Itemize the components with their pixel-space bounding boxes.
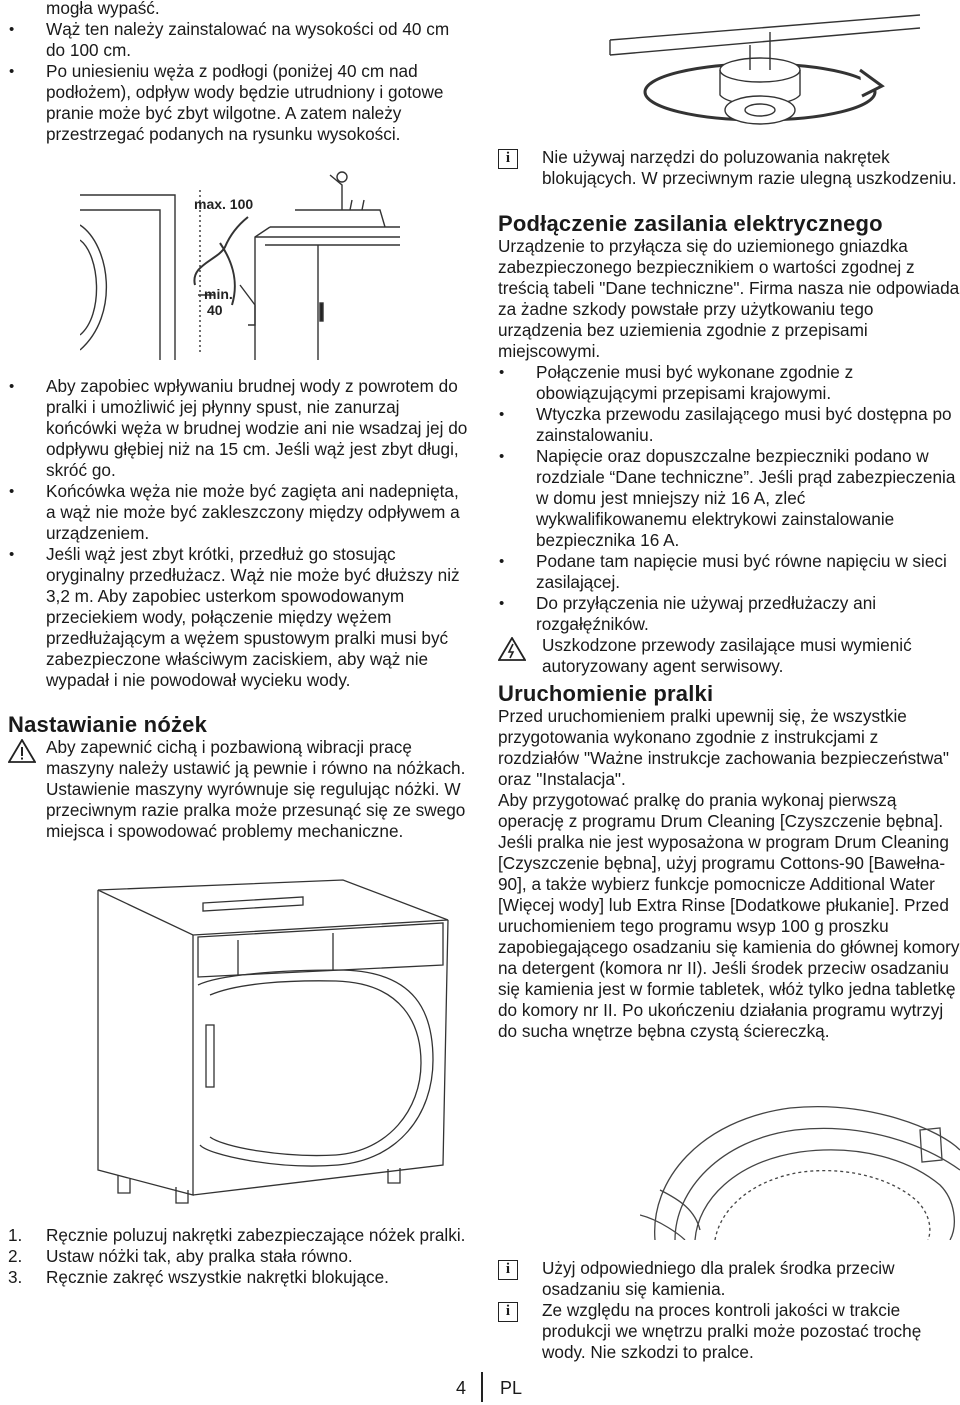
language-code: PL <box>500 1378 523 1398</box>
paragraph: Aby przygotować pralkę do prania wykonaj pierwszą operację z programu Drum Cleaning [Czyszczenie bębna]. Jeśli pralka nie jest wyposażona w program Drum Cleaning [Czyszczenie bębna], użyj programu Cottons-90 [Bawełna-90], a także wybierz funkcje pomocnicze Additional Water [Więcej wody] lub Extra Rinse [Dodatkowe płukanie]. Przed uruchomieniem tego programu wsyp 100 g proszku zapobiegającego osadzaniu się kamienia do głównej komory na detergent (komora nr II). Jeśli środek przeciw osadzaniu się kamienia jest w formie tabletek, włóż tylko jedna tabletkę do komory nr II. Po ukończeniu działania programu wytrzyj do sucha wnętrze bębna czystą ściereczką. <box>498 790 960 1041</box>
washing-machine-illustration <box>88 875 453 1205</box>
list-item: • Podane tam napięcie musi być równe napięciu w sieci zasilającej. <box>498 551 960 593</box>
section-heading: Nastawianie nóżek <box>8 712 208 737</box>
footer-divider <box>481 1372 483 1402</box>
list-item: • Jeśli wąż jest zbyt krótki, przedłuż go stosując oryginalny przedłużacz. Wąż nie może być dłuższy niż 3,2 m. Aby zapobiec usterkom spowodowanym przeciekiem wody, połączenie między wężem przedłużającym a wężem spustowym pralki musi być zabezpieczone właściwym zaciskiem, aby wąż nie wypadał i nie powodował wycieku wody. <box>8 544 470 691</box>
page-number: 4 <box>456 1378 467 1398</box>
bottom-right-notes <box>498 1258 960 1363</box>
info-icon: i <box>498 1260 518 1280</box>
feet-section <box>8 712 470 842</box>
paragraph: Przed uruchomieniem pralki upewnij się, że wszystkie przygotowania wykonano zgodnie z instrukcjami z rozdziałów "Ważne instrukcje zachowania bezpieczeństwa" oraz "Instalacja". <box>498 706 950 789</box>
foot-nut-illustration <box>600 0 930 145</box>
steps-list <box>8 1225 470 1288</box>
electric-warning-note <box>498 635 960 677</box>
info-text: Użyj odpowiedniego dla pralek środka przeciw osadzaniu się kamienia. <box>542 1258 895 1299</box>
list-item: • Aby zapobiec wpływaniu brudnej wody z powrotem do pralki i umożliwić jej płynny spust, nie zanurzaj końcówki węża w brudnej wodzie ani nie wsadzaj jej do odpływu głębiej niż na 15 cm. Jeśli wąż jest zbyt długi, skróć go. <box>8 376 470 481</box>
start-section <box>498 681 960 1042</box>
step-item: 3. Ręcznie zakręć wszystkie nakrętki blokujące. <box>8 1267 389 1287</box>
info-note <box>498 1258 960 1300</box>
list-item: • Połączenie musi być wykonane zgodnie z obowiązującymi przepisami krajowymi. <box>498 362 960 404</box>
max-label: max. 100 <box>194 196 254 212</box>
warning-text: Uszkodzone przewody zasilające musi wymienić autoryzowany agent serwisowy. <box>542 635 912 676</box>
list-item: • Do przyłączenia nie używaj przedłużaczy ani rozgałęźników. <box>498 593 960 635</box>
list-item: • Końcówka węża nie może być zagięta ani nadepnięta, a wąż nie może być zakleszczony między odpływem a urządzeniem. <box>8 481 470 544</box>
info-text: Nie używaj narzędzi do poluzowania nakrętek blokujących. W przeciwnym razie ulegną uszkodzeniu. <box>542 147 957 188</box>
info-text: Ze względu na proces kontroli jakości w trakcie produkcji we wnętrzu pralki może pozostać trochę wody. Nie szkodzi to pralce. <box>542 1300 922 1362</box>
min-label: min. <box>204 286 233 302</box>
right-top-note <box>498 147 960 189</box>
hose-height-illustration <box>80 165 400 360</box>
step-item: 1. Ręcznie poluzuj nakrętki zabezpieczające nóżek pralki. <box>8 1225 466 1245</box>
warning-note <box>8 737 470 842</box>
list-item: • Wtyczka przewodu zasilającego musi być dostępna po zainstalowaniu. <box>498 404 960 446</box>
left-mid-text <box>8 376 470 691</box>
info-icon: i <box>498 149 518 169</box>
info-note <box>498 1300 960 1363</box>
list-item: • Wąż ten należy zainstalować na wysokości od 40 cm do 100 cm. <box>8 19 470 61</box>
warning-icon <box>8 739 36 768</box>
electric-hazard-icon <box>498 637 526 666</box>
warning-text: Aby zapewnić cichą i pozbawioną wibracji pracę maszyny należy ustawić ją pewnie i równo na nóżkach. Ustawienie maszyny wyrównuje się regulując nóżki. W przeciwnym razie pralka może przesunąć się ze swego miejsca i spowodować problemy mechaniczne. <box>46 737 466 841</box>
section-heading: Uruchomienie pralki <box>498 681 714 706</box>
min-value: 40 <box>207 302 223 318</box>
continued-line: mogła wypaść. <box>46 0 160 18</box>
list-item: • Napięcie oraz dopuszczalne bezpieczniki podano w rozdziale “Dane techniczne”. Jeśli prąd zabezpieczenia w domu jest mniejszy niż 16 A, zleć wykwalifikowanemu elektrykowi zainstalowanie bezpiecznika 16 A. <box>498 446 960 551</box>
info-icon: i <box>498 1302 518 1322</box>
step-item: 2. Ustaw nóżki tak, aby pralka stała równo. <box>8 1246 353 1266</box>
electric-section <box>498 211 960 677</box>
paragraph: Urządzenie to przyłącza się do uziemionego gniazdka zabezpieczonego bezpiecznikiem o wartości zgodnej z treścią tabeli "Dane techniczne". Firma nasza nie odpowiada za żadne szkody powstałe przy użytkowaniu tego urządzenia bez uziemienia zgodnie z przepisami miejscowymi. <box>498 236 960 361</box>
left-top-text <box>8 0 470 145</box>
info-note <box>498 147 960 189</box>
drum-cleaning-illustration <box>640 1090 960 1240</box>
list-item: • Po uniesieniu węża z podłogi (poniżej 40 cm nad podłożem), odpływ wody będzie utrudniony i gotowe pranie może być zbyt wilgotne. A zatem należy przestrzegać podanych na rysunku wysokości. <box>8 61 470 145</box>
section-heading: Podłączenie zasilania elektrycznego <box>498 211 883 236</box>
